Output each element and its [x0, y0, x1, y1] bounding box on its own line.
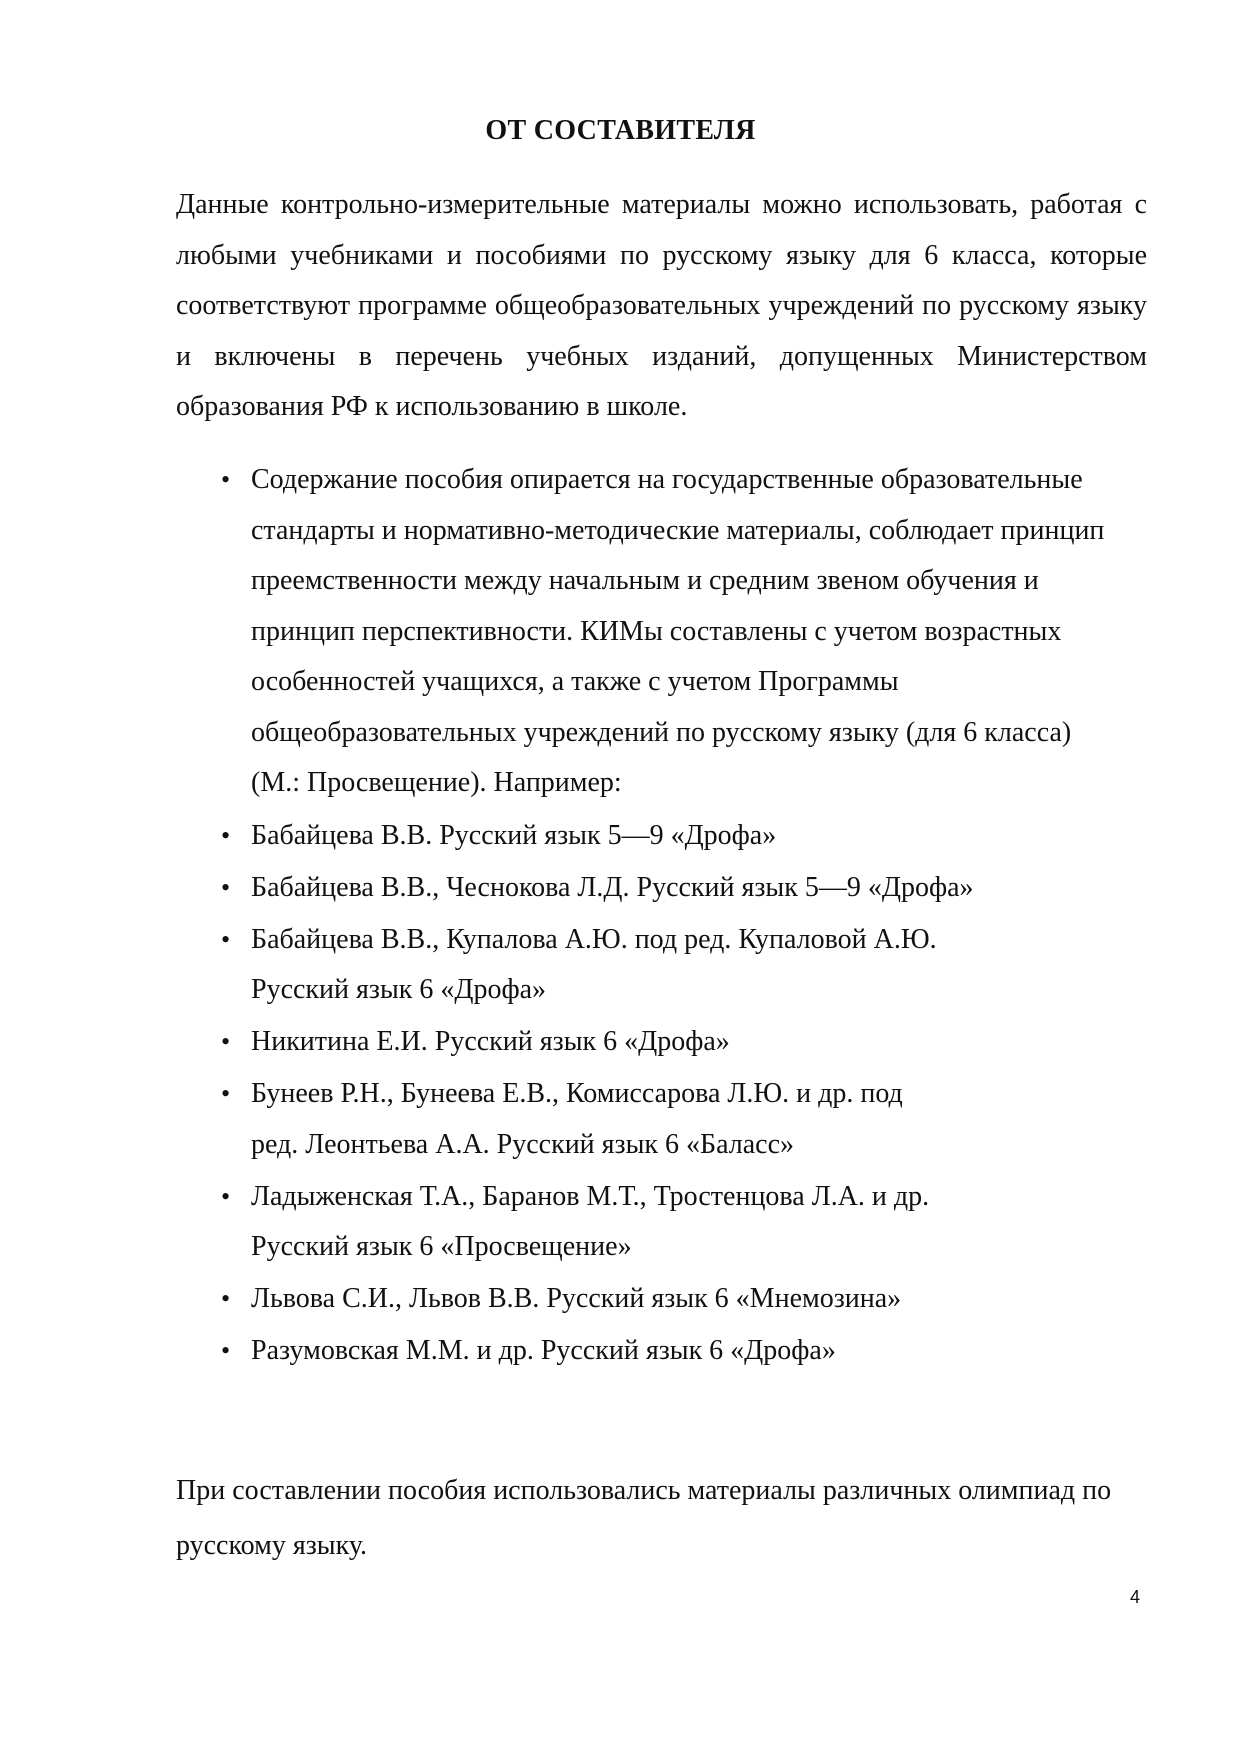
- bullet-icon: •: [221, 1079, 231, 1108]
- list-item: [176, 1274, 1147, 1325]
- list-item-line: Львова С.И., Львов В.В. Русский язык 6 «Мнемозина»: [251, 1283, 902, 1314]
- page-heading: ОТ СОСТАВИТЕЛЯ: [485, 115, 756, 146]
- bullet-icon: •: [221, 872, 231, 902]
- bullet-icon: •: [221, 820, 231, 850]
- list-item: [176, 1326, 1147, 1377]
- list-item-line: особенностей учащихся, а также с учетом Программы: [251, 666, 899, 697]
- list-item: [176, 1069, 1147, 1170]
- list-item: [176, 863, 1147, 914]
- list-item-line: преемственности между начальным и средним звеном обучения и: [251, 565, 1039, 596]
- textbook-list: [176, 455, 1147, 1378]
- list-item-line: Содержание пособия опирается на государственные образовательные: [251, 464, 1083, 495]
- bullet-icon: •: [221, 924, 231, 954]
- list-item-line: Русский язык 6 «Просвещение»: [251, 1231, 632, 1262]
- list-item-line: общеобразовательных учреждений по русскому языку (для 6 класса): [251, 716, 1072, 748]
- bullet-icon: •: [221, 1027, 231, 1056]
- list-item-line: Бабайцева В.В. Русский язык 5—9 «Дрофа»: [251, 819, 777, 851]
- page-number: 4: [1130, 1587, 1141, 1607]
- bullet-icon: •: [221, 1181, 231, 1211]
- outro-line: При составлении пособия использовались материалы различных олимпиад по: [176, 1475, 1112, 1506]
- list-item-line: Никитина Е.И. Русский язык 6 «Дрофа»: [251, 1026, 730, 1057]
- intro-paragraph: Данные контрольно-измерительные материалы можно использовать, работая с любыми учебниками и пособиями по русскому языку для 6 класса, которые соответствуют программе общеобразовательных учреждений по русскому языку и включены в перечень учебных изданий, допущенных Министерством образования РФ к использованию в школе.: [176, 189, 1147, 422]
- outro-paragraph: [176, 1463, 1147, 1573]
- list-item-line: Русский язык 6 «Дрофа»: [251, 974, 547, 1005]
- list-item: [176, 915, 1147, 1016]
- list-item-line: принцип перспективности. КИМы составлены с учетом возрастных: [251, 615, 1062, 647]
- list-item-line: Разумовская М.М. и др. Русский язык 6 «Дрофа»: [251, 1335, 836, 1366]
- list-item: [176, 1172, 1147, 1273]
- list-item: [176, 1017, 1147, 1068]
- list-item-line: Бабайцева В.В., Купалова А.Ю. под ред. Купаловой А.Ю.: [251, 923, 937, 955]
- list-item-line: Бунеев Р.Н., Бунеева Е.В., Комиссарова Л.Ю. и др. под: [251, 1078, 903, 1109]
- outro-line: русскому языку.: [176, 1530, 368, 1561]
- bullet-icon: •: [221, 1336, 231, 1365]
- list-item-line: стандарты и нормативно-методические материалы, соблюдает принцип: [251, 514, 1105, 546]
- bullet-icon: •: [221, 1284, 231, 1313]
- list-item-line: ред. Леонтьева А.А. Русский язык 6 «Баласс»: [251, 1128, 795, 1160]
- list-item-line: (М.: Просвещение). Например:: [251, 767, 622, 798]
- list-item: [176, 811, 1147, 862]
- bullet-icon: •: [221, 465, 231, 494]
- list-item-line: Бабайцева В.В., Чеснокова Л.Д. Русский язык 5—9 «Дрофа»: [251, 871, 974, 903]
- list-item-line: Ладыженская Т.А., Баранов М.Т., Тростенцова Л.А. и др.: [251, 1180, 930, 1212]
- list-item: [176, 455, 1147, 809]
